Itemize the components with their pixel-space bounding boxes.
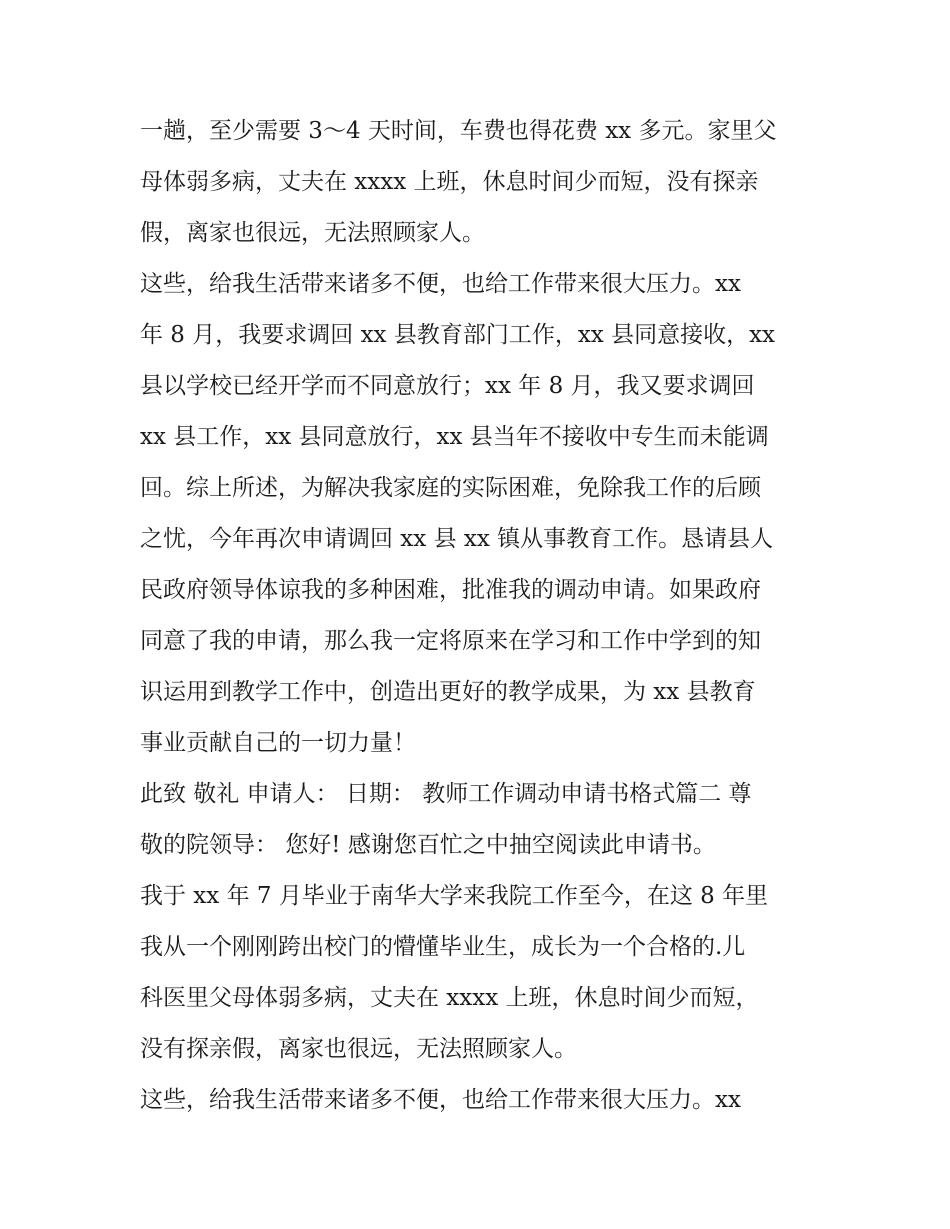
text-line: 这些，给我生活带来诸多不便，也给工作带来很大压力。xx <box>140 271 741 297</box>
text-line: 没有探亲假，离家也很远，无法照顾家人。 <box>140 1036 577 1062</box>
text-line: 年 8 月，我要求调回 xx 县教育部门工作，xx 县同意接收，xx <box>140 322 776 348</box>
text-line: 我于 xx 年 7 月毕业于南华大学来我院工作至今，在这 8 年里 <box>140 883 769 909</box>
text-line: 一趟，至少需要 3～4 天时间，车费也得花费 xx 多元。家里父 <box>140 118 777 144</box>
text-line: 回。综上所述，为解决我家庭的实际困难，免除我工作的后顾 <box>140 475 761 501</box>
text-line: 事业贡献自己的一切力量！ <box>140 730 416 756</box>
text-line: 民政府领导体谅我的多种困难，批准我的调动申请。如果政府 <box>140 577 761 603</box>
text-line: 此致 敬礼 申请人： 日期： 教师工作调动申请书格式篇二 尊 <box>140 781 752 807</box>
text-line: 之忧，今年再次申请调回 xx 县 xx 镇从事教育工作。恳请县人 <box>140 526 774 552</box>
text-line: 假，离家也很远，无法照顾家人。 <box>140 220 485 246</box>
text-line: 县以学校已经开学而不同意放行；xx 年 8 月，我又要求调回 <box>140 373 755 399</box>
text-line: 敬的院领导： 您好! 感谢您百忙之中抽空阅读此申请书。 <box>140 832 716 858</box>
text-line: xx 县工作，xx 县同意放行，xx 县当年不接收中专生而未能调 <box>140 424 769 450</box>
text-line: 我从一个刚刚跨出校门的懵懂毕业生，成长为一个合格的.儿 <box>140 934 746 960</box>
text-line: 识运用到教学工作中，创造出更好的教学成果，为 xx 县教育 <box>140 679 756 705</box>
text-line: 同意了我的申请，那么我一定将原来在学习和工作中学到的知 <box>140 628 761 654</box>
document-body <box>140 106 820 1126</box>
text-line: 母体弱多病，丈夫在 xxxx 上班，休息时间少而短，没有探亲 <box>140 169 759 195</box>
text-line: 这些，给我生活带来诸多不便，也给工作带来很大压力。xx <box>140 1087 741 1113</box>
text-line: 科医里父母体弱多病，丈夫在 xxxx 上班，休息时间少而短， <box>140 985 759 1011</box>
